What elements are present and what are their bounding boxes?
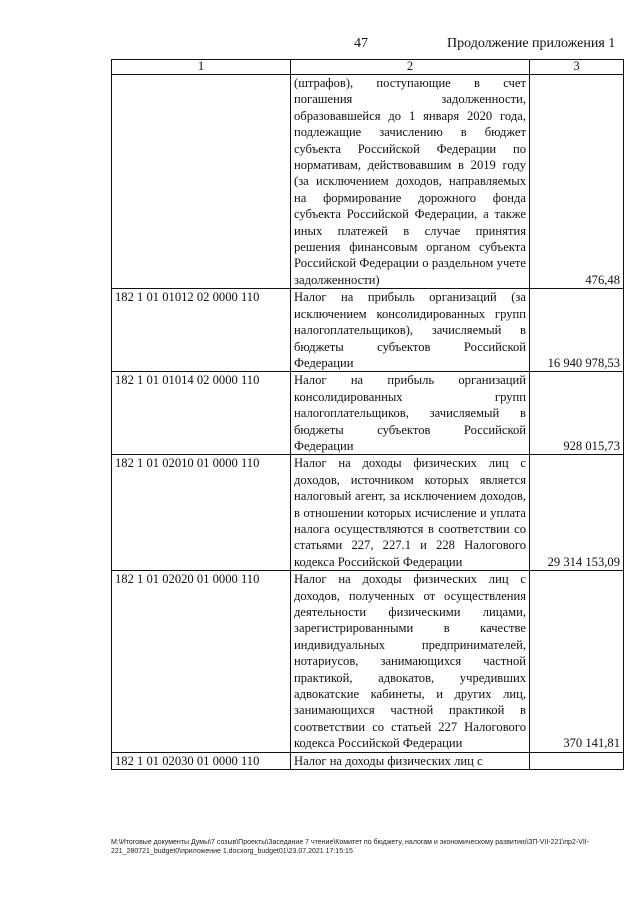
row-sum bbox=[530, 752, 624, 769]
table-row bbox=[112, 372, 624, 455]
row-code: 182 1 01 02010 01 0000 110 bbox=[112, 455, 291, 571]
table-row bbox=[112, 289, 624, 372]
page-number: 47 bbox=[354, 36, 368, 51]
row-sum: 928 015,73 bbox=[530, 372, 624, 455]
table-header-row bbox=[112, 60, 624, 75]
row-sum: 16 940 978,53 bbox=[530, 289, 624, 372]
table-row bbox=[112, 75, 624, 289]
column-header-3: 3 bbox=[530, 60, 624, 75]
row-code bbox=[112, 75, 291, 289]
row-sum: 29 314 153,09 bbox=[530, 455, 624, 571]
row-sum: 476,48 bbox=[530, 75, 624, 289]
column-header-1: 1 bbox=[112, 60, 291, 75]
row-name: Налог на прибыль организаций (за исключением консолидированных групп налогоплательщиков), зачисляемый в бюджеты субъектов Российской Федерации bbox=[291, 289, 530, 372]
table-row bbox=[112, 455, 624, 571]
row-code: 182 1 01 01014 02 0000 110 bbox=[112, 372, 291, 455]
row-name: Налог на доходы физических лиц с bbox=[291, 752, 530, 769]
row-code: 182 1 01 02030 01 0000 110 bbox=[112, 752, 291, 769]
continuation-label: Продолжение приложения 1 bbox=[447, 36, 616, 51]
row-name: Налог на доходы физических лиц с доходов, полученных от осуществления деятельности физическими лицами, зарегистрированными в качестве индивидуальных предпринимателей, нотариусов, занимающихся частной практикой, адвокатов, учредивших адвокатские кабинеты, и других лиц, занимающихся частной практикой в соответствии со статьей 227 Налогового кодекса Российской Федерации bbox=[291, 571, 530, 752]
column-header-2: 2 bbox=[291, 60, 530, 75]
row-name: (штрафов), поступающие в счет погашения задолженности, образовавшейся до 1 января 2020 года, подлежащие зачислению в бюджет субъекта Российской Федерации по нормативам, действовавшим в 2019 году (за исключением доходов, направляемых на формирование дорожного фонда субъекта Российской Федерации, а также иных платежей в случае принятия решения финансовым органом субъекта Российской Федерации о раздельном учете задолженности) bbox=[291, 75, 530, 289]
row-sum: 370 141,81 bbox=[530, 571, 624, 752]
table-row bbox=[112, 571, 624, 752]
row-name: Налог на доходы физических лиц с доходов, источником которых является налоговый агент, за исключением доходов, в отношении которых исчисление и уплата налога осуществляются в соответствии со статьями 227, 227.1 и 228 Налогового кодекса Российской Федерации bbox=[291, 455, 530, 571]
row-code: 182 1 01 02020 01 0000 110 bbox=[112, 571, 291, 752]
budget-revenue-table bbox=[111, 59, 624, 770]
row-name: Налог на прибыль организаций консолидированных групп налогоплательщиков, зачисляемый в бюджеты субъектов Российской Федерации bbox=[291, 372, 530, 455]
row-code: 182 1 01 01012 02 0000 110 bbox=[112, 289, 291, 372]
footer-file-path: M:\Итоговые документы Думы\7 созыв\Проекты\Заседание 7 чтение\Комитет по бюджету, налогам и экономическому развитию\ЗП-VII-221\пр2-VII-221_280721_budget0\приложение 1.docxorg_budget01\23.07.2021 17:15:15 bbox=[111, 839, 590, 855]
table-row bbox=[112, 752, 624, 769]
